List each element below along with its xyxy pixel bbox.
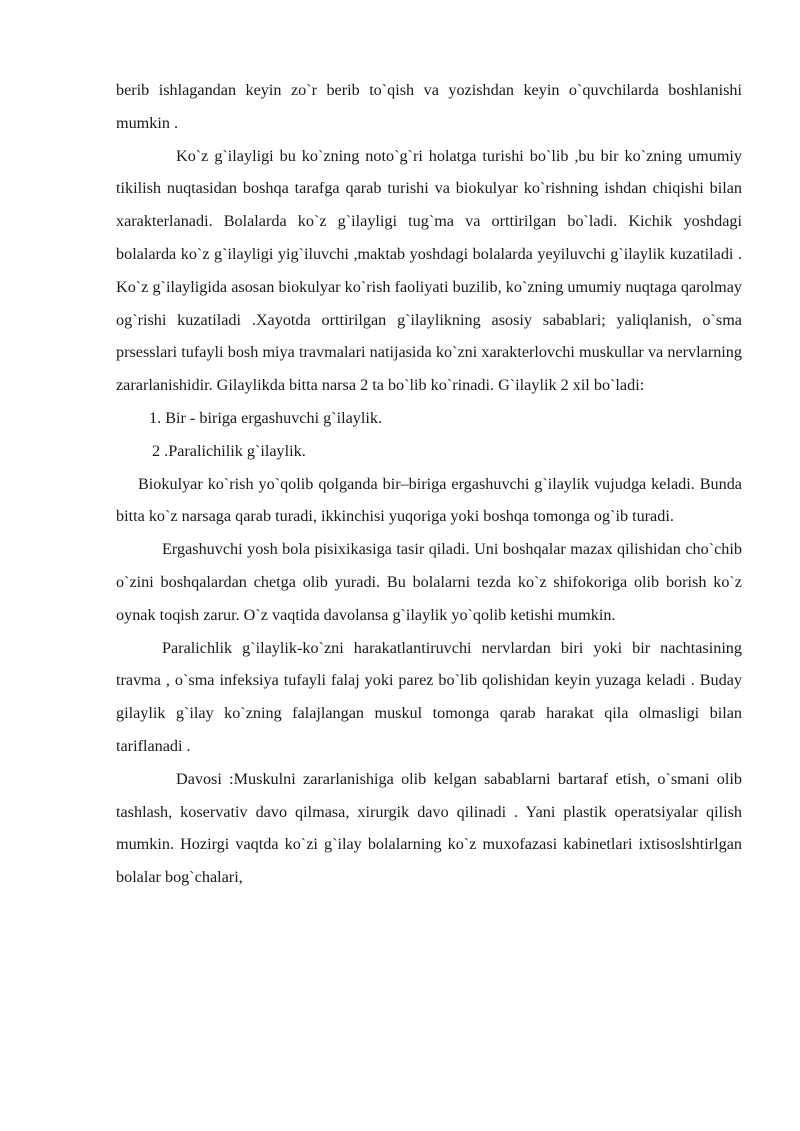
paragraph-paralytic-strabismus: Paralichlik g`ilaylik-ko`zni harakatlantiruvchi nervlardan biri yoki bir nachtasining travma , o`sma infeksiya tufayli falaj yoki parez bo`lib qolishidan keyin yuzaga keladi . Buday gilaylik g`ilay ko`zning falajlangan muskul tomonga qarab harakat qila olmasligi bilan tariflanadi . [116, 638, 742, 755]
paragraph-concomitant-strabismus: Biokulyar ko`rish yo`qolib qolganda bir–biriga ergashuvchi g`ilaylik vujudga keladi. Bunda bitta ko`z narsaga qarab turadi, ikkinchisi yuqoriga yoki boshqa tomonga og`ib turadi. [116, 474, 742, 526]
paragraph-continuation: berib ishlagandan keyin zo`r berib to`qish va yozishdan keyin o`quvchilarda boshlanishi mumkin . [116, 81, 742, 132]
paragraph-psychological-effect: Ergashuvchi yosh bola pisixikasiga tasir qiladi. Uni boshqalar mazax qilishidan cho`chib o`zini boshqalardan chetga olib yuradi. Bu bolalarni tezda ko`z shifokoriga olib borish ko`z oynak toqish zarur. O`z vaqtida davolansa g`ilaylik yo`qolib ketishi mumkin. [116, 540, 742, 624]
list-item-type-2: 2 .Paralichilik g`ilaylik. [152, 441, 306, 460]
paragraph-treatment: Davosi :Muskulni zararlanishiga olib kelgan sabablarni bartaraf etish, o`smani olib tashlash, koservativ davo qilmasa, xirurgik davo qilinadi . Yani plastik operatsiyalar qilish mumkin. Hozirgi vaqtda ko`zi g`ilay bolalarning ko`z muxofazasi kabinetlari ixtisoslshtirlgan bolalar bog`chalari, [116, 769, 742, 887]
document-body [116, 74, 742, 894]
list-item-type-1: 1. Bir - biriga ergashuvchi g`ilaylik. [149, 408, 383, 427]
paragraph-strabismus-definition: Ko`z g`ilayligi bu ko`zning noto`g`ri holatga turishi bo`lib ,bu bir ko`zning umumiy tikilish nuqtasidan boshqa tarafga qarab turishi va biokulyar ko`rishning ishdan chiqishi bilan xarakterlanadi. Bolalarda ko`z g`ilayligi tug`ma va orttirilgan bo`ladi. Kichik yoshdagi bolalarda ko`z g`ilayligi yig`iluvchi ,maktab yoshdagi bolalarda yeyiluvchi g`ilaylik kuzatiladi . Ko`z g`ilayligida asosan biokulyar ko`rish faoliyati buzilib, ko`zning umumiy nuqtaga qarolmay og`rishi kuzatiladi .Xayotda orttirilgan g`ilaylikning asosiy sabablari; yaliqlanish, o`sma prsesslari tufayli bosh miya travmalari natijasida ko`zni xarakterlovchi muskullar va nervlarning zararlanishidir. Gilaylikda bitta narsa 2 ta bo`lib ko`rinadi. G`ilaylik 2 xil bo`ladi: [116, 146, 742, 395]
